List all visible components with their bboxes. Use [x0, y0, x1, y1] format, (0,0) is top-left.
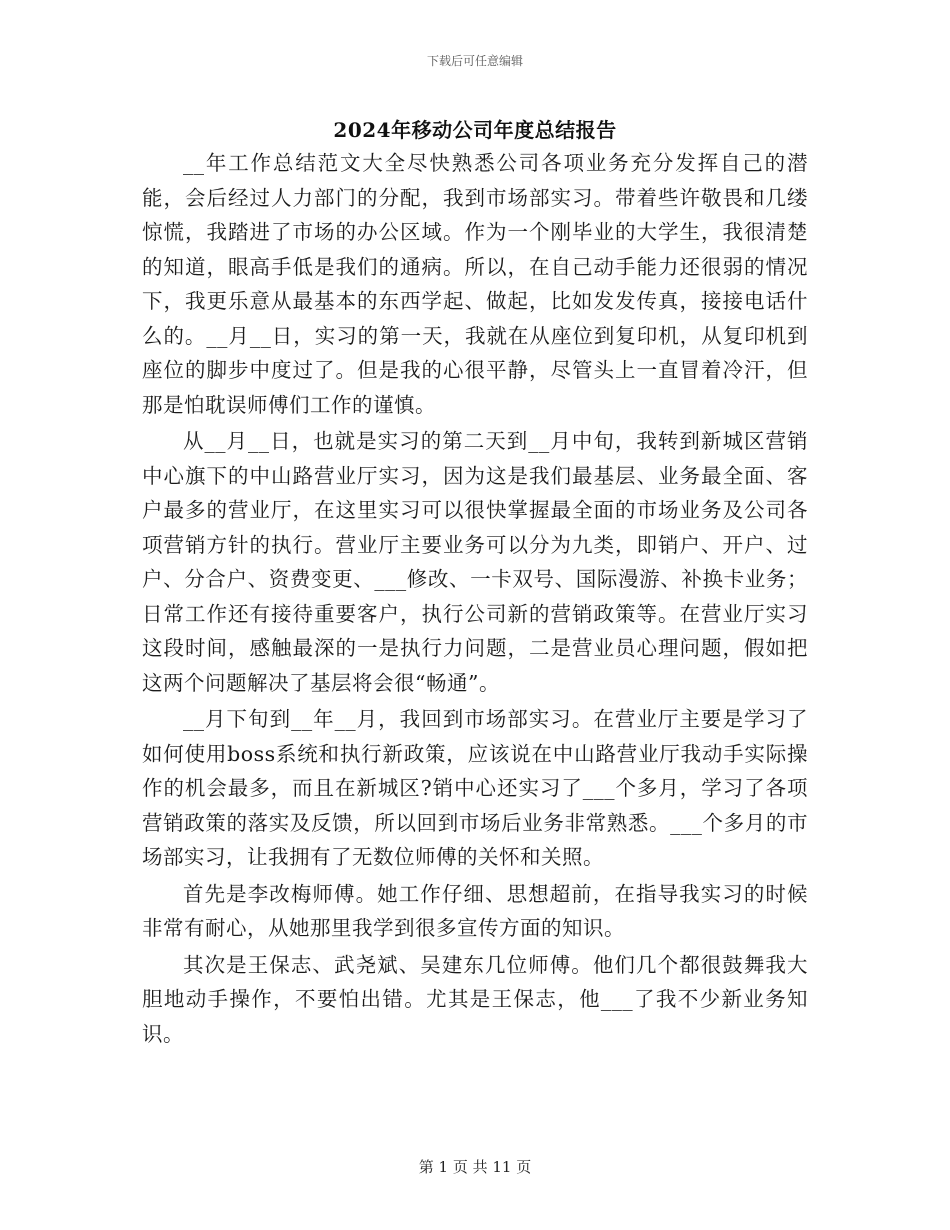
paragraph: 首先是李改梅师傅。她工作仔细、思想超前，在指导我实习的时候非常有耐心，从她那里我学到很多宣传方面的知识。	[142, 881, 808, 940]
document-title: 2024年移动公司年度总结报告	[333, 118, 617, 142]
paragraph: 从__月__日，也就是实习的第二天到__月中旬，我转到新城区营销中心旗下的中山路营业厅实习，因为这是我们最基层、业务最全面、客户最多的营业厅，在这里实习可以很快掌握最全面的市场业务及公司各项营销方针的执行。营业厅主要业务可以分为九类，即销户、开户、过户、分合户、资费变更、___修改、一卡双号、国际漫游、补换卡业务；日常工作还有接待重要客户，执行公司新的营销政策等。在营业厅实习这段时间，感触最深的一是执行力问题，二是营业员心理问题，假如把这两个问题解决了基层将会很“畅通”。	[142, 429, 808, 695]
paragraph: 其次是王保志、武尧斌、吴建东几位师傅。他们几个都很鼓舞我大胆地动手操作，不要怕出错。尤其是王保志，他___了我不少新业务知识。	[142, 952, 808, 1046]
paragraph: __月下旬到__年__月，我回到市场部实习。在营业厅主要是学习了如何使用boss系统和执行新政策，应该说在中山路营业厅我动手实际操作的机会最多，而且在新城区?销中心还实习了___个多月，学习了各项营销政策的落实及反馈，所以回到市场后业务非常熟悉。___个多月的市场部实习，让我拥有了无数位师傅的关怀和关照。	[142, 707, 808, 869]
document-body	[142, 146, 808, 1053]
paragraph: __年工作总结范文大全尽快熟悉公司各项业务充分发挥自己的潜能，会后经过人力部门的分配，我到市场部实习。带着些许敬畏和几缕惊慌，我踏进了市场的办公区域。作为一个刚毕业的大学生，我很清楚的知道，眼高手低是我们的通病。所以，在自己动手能力还很弱的情况下，我更乐意从最基本的东西学起、做起，比如发发传真，接接电话什么的。__月__日，实习的第一天，我就在从座位到复印机，从复印机到座位的脚步中度过了。但是我的心很平静，尽管头上一直冒着冷汗，但那是怕耽误师傅们工作的谨慎。	[142, 151, 808, 417]
page-header-note: 下载后可任意编辑	[426, 54, 523, 68]
page-number: 第 1 页 共 11 页	[418, 1158, 532, 1176]
